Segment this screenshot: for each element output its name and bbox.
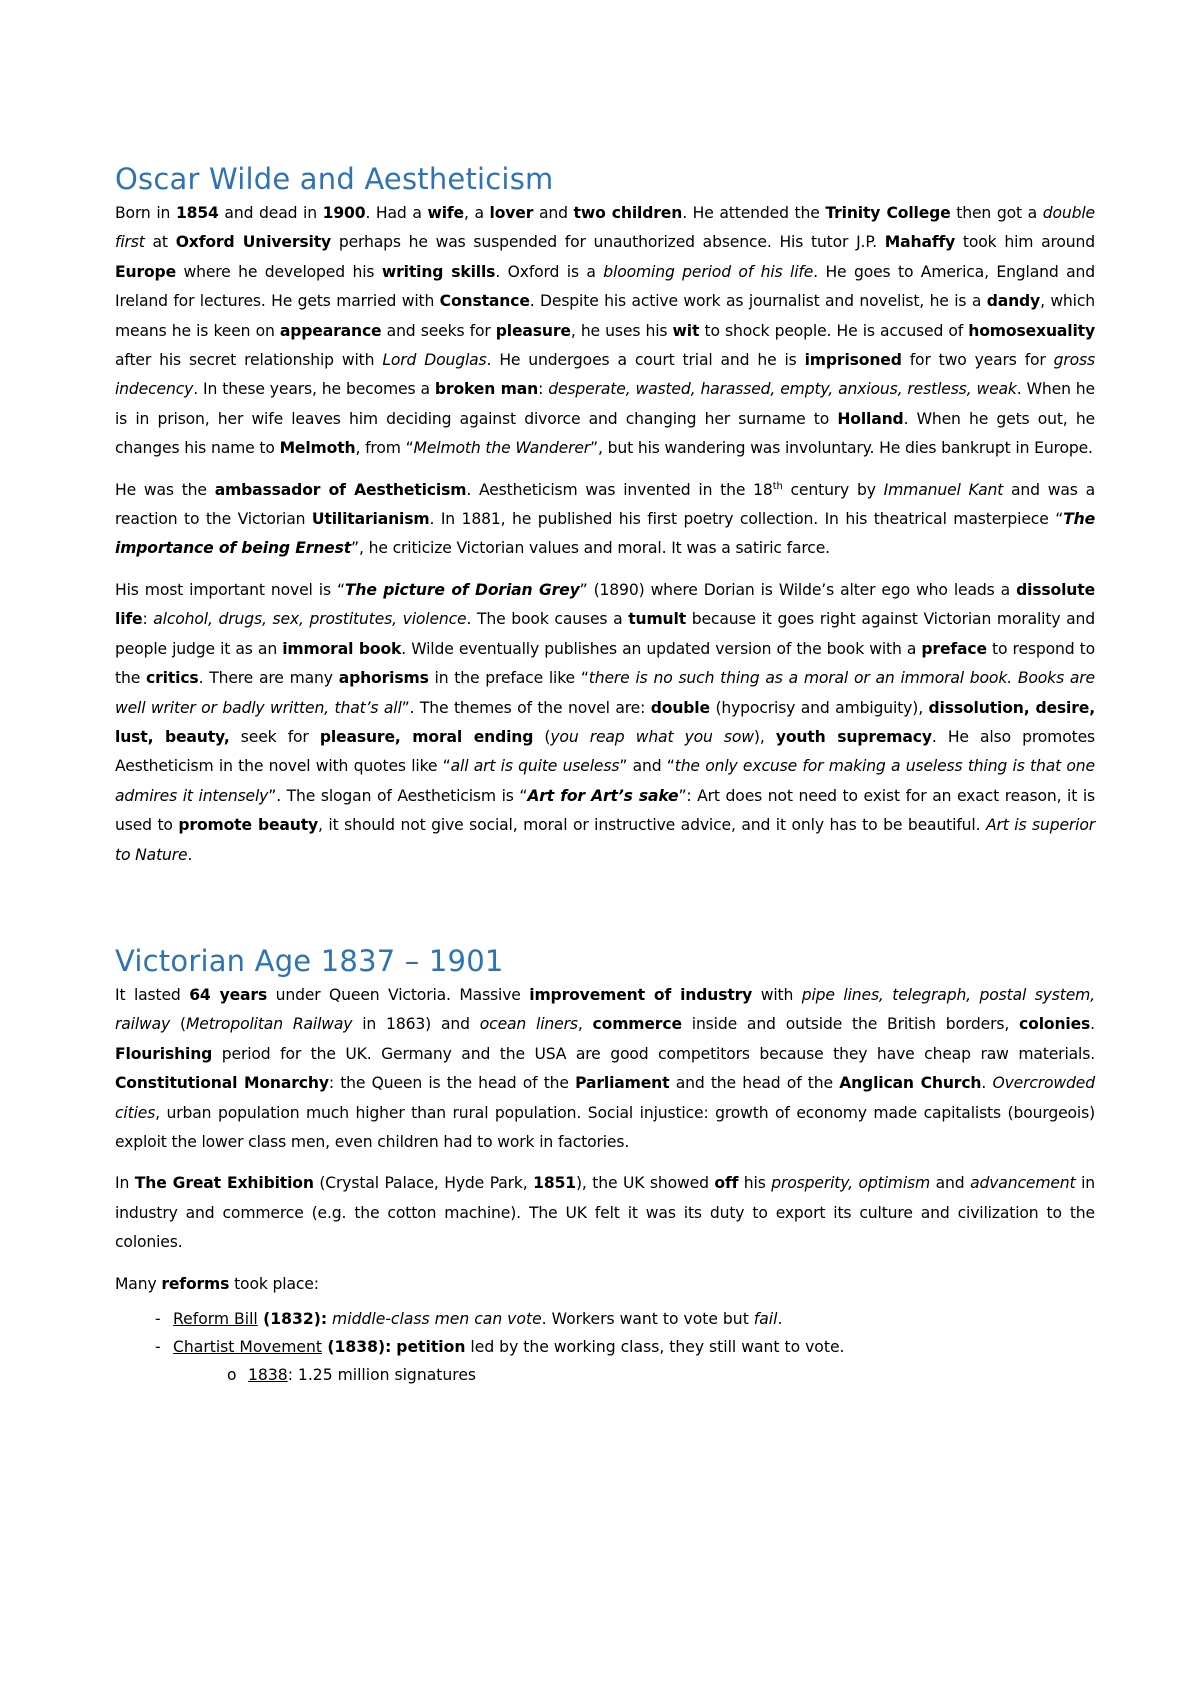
paragraph-reforms-intro: Many reforms took place: xyxy=(115,1274,319,1293)
document-page xyxy=(115,160,1095,1389)
circle-bullet-icon: o xyxy=(227,1366,237,1384)
paragraph-biography: Born in 1854 and dead in 1900. Had a wife, a lover and two children. He attended the Trinity College then got a double first at Oxford University perhaps he was suspended for unauthorized absence. His tutor J.P. Mahaffy took him around Europe where he developed his writing skills. Oxford is a blooming period of his life. He goes to America, England and Ireland for lectures. He gets married with Constance. Despite his active work as journalist and novelist, he is a dandy, which means he is keen on appearance and seeks for pleasure, he uses his wit to shock people. He is accused of homosexuality after his secret relationship with Lord Douglas. He undergoes a court trial and he is imprisoned for two years for gross indecency. In these years, he becomes a broken man: desperate, wasted, harassed, empty, anxious, restless, weak. When he is in prison, her wife leaves him deciding against divorce and changing her surname to Holland. When he gets out, he changes his name to Melmoth, from “Melmoth the Wanderer”, but his wandering was involuntary. He dies bankrupt in Europe. xyxy=(115,204,1096,458)
paragraph-victorian-overview: It lasted 64 years under Queen Victoria. Massive improvement of industry with pipe lines, telegraph, postal system, railway (Metropolitan Railway in 1863) and ocean liners, commerce inside and outside the British borders, colonies. Flourishing period for the UK. Germany and the USA are good competitors because they have cheap raw materials. Constitutional Monarchy: the Queen is the head of the Parliament and the head of the Anglican Church. Overcrowded cities, urban population much higher than rural population. Social injustice: growth of economy made capitalists (bourgeois) exploit the lower class men, even children had to work in factories. xyxy=(115,985,1095,1151)
list-item-chartist-movement: - Chartist Movement (1838): petition led by the working class, they still want to vote. xyxy=(115,1333,1095,1361)
paragraph-dorian-grey: His most important novel is “The picture of Dorian Grey” (1890) where Dorian is Wilde’s alter ego who leads a dissolute life: alcohol, drugs, sex, prostitutes, violence. The book causes a tumult because it goes right against Victorian morality and people judge it as an immoral book. Wilde eventually publishes an updated version of the book with a preface to respond to the critics. There are many aphorisms in the preface like “there is no such thing as a moral or an immoral book. Books are well writer or badly written, that’s all”. The themes of the novel are: double (hypocrisy and ambiguity), dissolution, desire, lust, beauty, seek for pleasure, moral ending (you reap what you sow), youth supremacy. He also promotes Aestheticism in the novel with quotes like “all art is quite useless” and “the only excuse for making a useless thing is that one admires it intensely”. The slogan of Aestheticism is “Art for Art’s sake”: Art does not need to exist for an exact reason, it is used to promote beauty, it should not give social, moral or instructive advice, and it only has to be beautiful. Art is superior to Nature. xyxy=(115,580,1096,864)
section-spacer xyxy=(115,870,1095,942)
list-item-signatures: o 1838: 1.25 million signatures xyxy=(115,1361,1095,1389)
paragraph-great-exhibition: In The Great Exhibition (Crystal Palace, Hyde Park, 1851), the UK showed off his prosperity, optimism and advancement in industry and commerce (e.g. the cotton machine). The UK felt it was its duty to export its culture and civilization to the colonies. xyxy=(115,1174,1095,1252)
list-item-reform-bill: - Reform Bill (1832): middle-class men can vote. Workers want to vote but fail. xyxy=(115,1305,1095,1333)
paragraph-aestheticism: He was the ambassador of Aestheticism. Aestheticism was invented in the 18th century by Immanuel Kant and was a reaction to the Victorian Utilitarianism. In 1881, he published his first poetry collection. In his theatrical masterpiece “The importance of being Ernest”, he criticize Victorian values and moral. It was a satiric farce. xyxy=(115,480,1095,558)
section-title-oscar-wilde: Oscar Wilde and Aestheticism xyxy=(115,162,554,196)
dash-bullet-icon: - xyxy=(155,1338,161,1356)
reforms-list xyxy=(115,1305,1095,1389)
section-title-victorian-age: Victorian Age 1837 – 1901 xyxy=(115,943,504,978)
dash-bullet-icon: - xyxy=(155,1310,161,1328)
